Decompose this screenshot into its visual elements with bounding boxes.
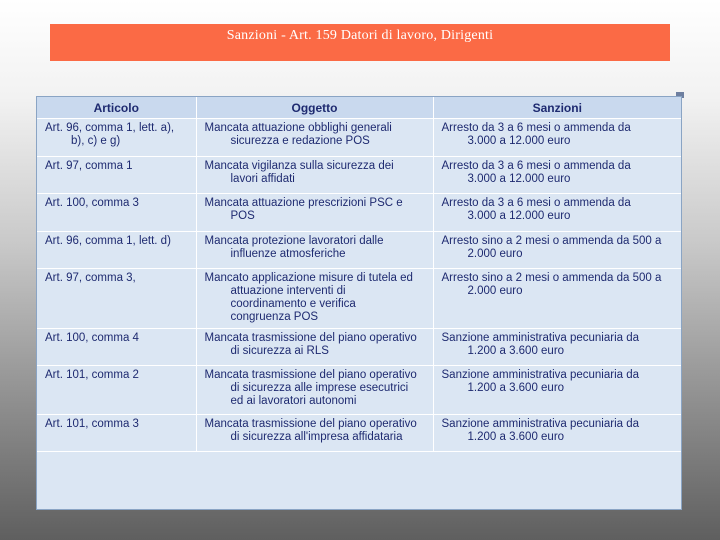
cell-line: Mancato applicazione misure di tutela ed bbox=[204, 272, 413, 284]
cell-line: 2.000 euro bbox=[467, 248, 523, 260]
table-row bbox=[37, 232, 681, 269]
cell-line: Arresto da 3 a 6 mesi o ammenda da bbox=[441, 160, 631, 172]
cell-line: 1.200 a 3.600 euro bbox=[467, 382, 565, 394]
column-header-sanzioni: Sanzioni bbox=[433, 97, 681, 119]
cell-line: Art. 100, comma 4 bbox=[45, 332, 139, 344]
cell-line: Art. 101, comma 2 bbox=[45, 369, 139, 381]
cell-line: Mancata trasmissione del piano operativo bbox=[204, 369, 417, 381]
cell-line: attuazione interventi di bbox=[230, 285, 346, 297]
slide-title-bar bbox=[50, 24, 670, 61]
cell-line: 2.000 euro bbox=[467, 285, 523, 297]
cell-oggetto bbox=[196, 269, 433, 329]
cell-line: Sanzione amministrativa pecuniaria da bbox=[441, 418, 640, 430]
sanctions-table bbox=[37, 97, 681, 452]
cell-line: Art. 101, comma 3 bbox=[45, 418, 139, 430]
cell-line: di sicurezza ai RLS bbox=[230, 345, 329, 357]
cell-line: congruenza POS bbox=[230, 311, 319, 323]
cell-articolo bbox=[37, 366, 196, 415]
cell-line: Mancata trasmissione del piano operativo bbox=[204, 418, 417, 430]
cell-line: Art. 96, comma 1, lett. d) bbox=[45, 235, 171, 247]
cell-line: Mancata protezione lavoratori dalle bbox=[204, 235, 384, 247]
cell-articolo bbox=[37, 232, 196, 269]
column-header-oggetto: Oggetto bbox=[196, 97, 433, 119]
cell-line: 3.000 a 12.000 euro bbox=[467, 173, 571, 185]
cell-oggetto bbox=[196, 232, 433, 269]
sanctions-table-container bbox=[36, 96, 682, 510]
cell-articolo bbox=[37, 157, 196, 194]
cell-articolo bbox=[37, 329, 196, 366]
cell-line: Mancata attuazione obblighi generali bbox=[204, 122, 392, 134]
table-row bbox=[37, 194, 681, 232]
cell-sanzioni bbox=[433, 119, 681, 157]
cell-line: Mancata trasmissione del piano operativo bbox=[204, 332, 417, 344]
table-row bbox=[37, 119, 681, 157]
cell-line: Art. 96, comma 1, lett. a), bbox=[45, 122, 175, 134]
cell-oggetto bbox=[196, 194, 433, 232]
table-row bbox=[37, 269, 681, 329]
table-row bbox=[37, 415, 681, 452]
cell-line: Mancata attuazione prescrizioni PSC e bbox=[204, 197, 403, 209]
table-row bbox=[37, 329, 681, 366]
slide-title: Sanzioni - Art. 159 Datori di lavoro, Dirigenti bbox=[226, 28, 494, 43]
cell-line: Arresto sino a 2 mesi o ammenda da 500 a bbox=[441, 272, 662, 284]
cell-articolo bbox=[37, 269, 196, 329]
cell-oggetto bbox=[196, 366, 433, 415]
cell-line: 3.000 a 12.000 euro bbox=[467, 135, 571, 147]
cell-line: sicurezza e redazione POS bbox=[230, 135, 370, 147]
table-header-row bbox=[37, 97, 681, 119]
cell-line: di sicurezza all'impresa affidataria bbox=[230, 431, 403, 443]
cell-line: 1.200 a 3.600 euro bbox=[467, 431, 565, 443]
cell-sanzioni bbox=[433, 194, 681, 232]
cell-articolo bbox=[37, 415, 196, 452]
cell-line: coordinamento e verifica bbox=[230, 298, 356, 310]
cell-oggetto bbox=[196, 329, 433, 366]
column-header-articolo: Articolo bbox=[37, 97, 196, 119]
cell-sanzioni bbox=[433, 269, 681, 329]
cell-articolo bbox=[37, 119, 196, 157]
cell-line: Art. 100, comma 3 bbox=[45, 197, 139, 209]
cell-line: 1.200 a 3.600 euro bbox=[467, 345, 565, 357]
cell-line: Arresto sino a 2 mesi o ammenda da 500 a bbox=[441, 235, 662, 247]
cell-line: lavori affidati bbox=[230, 173, 295, 185]
cell-line: di sicurezza alle imprese esecutrici bbox=[230, 382, 409, 394]
cell-line: Arresto da 3 a 6 mesi o ammenda da bbox=[441, 197, 631, 209]
cell-sanzioni bbox=[433, 366, 681, 415]
cell-articolo bbox=[37, 194, 196, 232]
cell-oggetto bbox=[196, 415, 433, 452]
cell-line: Art. 97, comma 3, bbox=[45, 272, 136, 284]
cell-sanzioni bbox=[433, 329, 681, 366]
cell-line: influenze atmosferiche bbox=[230, 248, 346, 260]
table-row bbox=[37, 157, 681, 194]
cell-sanzioni bbox=[433, 232, 681, 269]
table-row bbox=[37, 366, 681, 415]
cell-oggetto bbox=[196, 119, 433, 157]
cell-line: 3.000 a 12.000 euro bbox=[467, 210, 571, 222]
cell-line: b), c) e g) bbox=[71, 135, 121, 147]
cell-oggetto bbox=[196, 157, 433, 194]
cell-line: POS bbox=[230, 210, 255, 222]
cell-line: Arresto da 3 a 6 mesi o ammenda da bbox=[441, 122, 631, 134]
cell-line: Sanzione amministrativa pecuniaria da bbox=[441, 332, 640, 344]
cell-line: Art. 97, comma 1 bbox=[45, 160, 133, 172]
cell-line: ed ai lavoratori autonomi bbox=[230, 395, 357, 407]
cell-line: Mancata vigilanza sulla sicurezza dei bbox=[204, 160, 394, 172]
cell-line: Sanzione amministrativa pecuniaria da bbox=[441, 369, 640, 381]
cell-sanzioni bbox=[433, 157, 681, 194]
cell-sanzioni bbox=[433, 415, 681, 452]
